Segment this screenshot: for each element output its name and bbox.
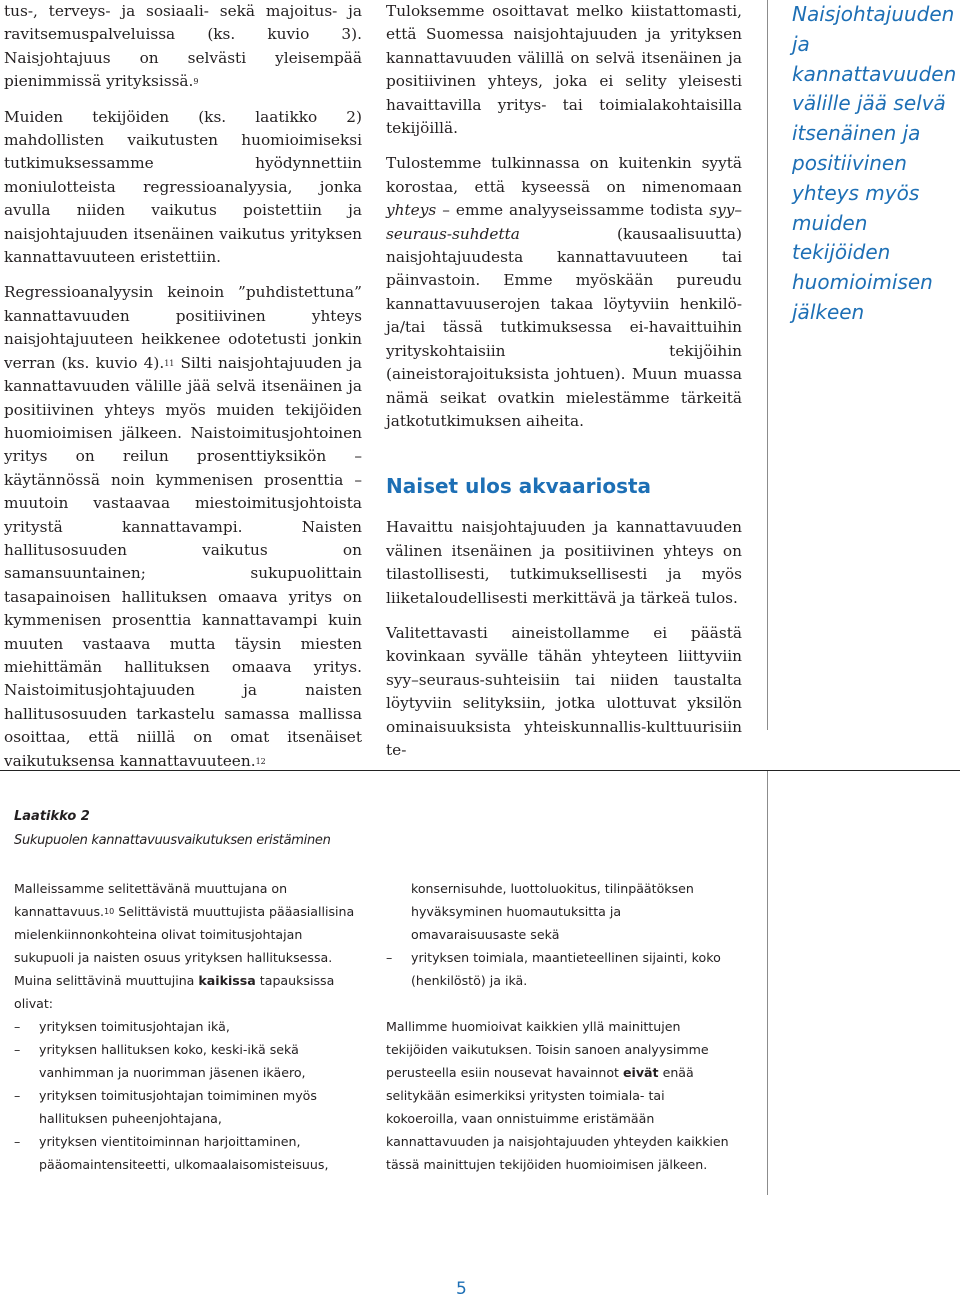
- column-divider: [767, 0, 768, 730]
- list-item: – yrityksen toimitusjohtajan toimiminen myös hallituksen puheenjohtajana,: [14, 1084, 366, 1130]
- list-item: – yrityksen toimiala, maantieteellinen sijainti, koko (henkilöstö) ja ikä.: [386, 946, 736, 992]
- paragraph: Valitettavasti aineistollamme ei päästä kovinkaan syvälle tähän yhteyteen liittyviin syy–seuraus-suhteisiin tai niiden taustalta löytyviin selityksiin, jotka ulottuvat yksilön ominaisuuksista yhteiskunnallis-kulttuurisiin te-: [386, 623, 742, 759]
- paragraph: Muiden tekijöiden (ks. laatikko 2) mahdollisten vaikutusten huomioimiseksi tutkimuksessamme hyödynnettiin moniulotteista regressioanalyysia, jonka avulla niiden vaikutus poistettiin ja naisjohtajuuden itsenäinen vaikutus yrityksen kannattavuuteen eristettiin.: [4, 107, 362, 267]
- main-column-left: [4, 0, 362, 773]
- box-column-right: [386, 877, 736, 1176]
- paragraph: Tuloksemme osoittavat melko kiistattomasti, että Suomessa naisjohtajuuden ja yrityksen kannattavuuden välillä on selvä itsenäinen ja positiivinen yhteys, joka ei selity yleisesti havaittavilla yritys- tai toimialakohtaisilla tekijöillä.: [386, 2, 742, 138]
- variable-list-continued: [386, 877, 736, 992]
- sidebar-box: [0, 770, 960, 1215]
- box-paragraph: Malleissamme selitettävänä muuttujana on kannattavuus.$^{10}$ Selittävistä muuttujista pääasiallisina mielenkiinnonkohteina olivat toimitusjohtajan sukupuoli ja naisten osuus yrityksen hallituksessa. Muina selittävinä muuttujina kaikissa tapauksissa olivat:: [14, 881, 355, 1011]
- footnote-ref: 10: [104, 907, 115, 916]
- paragraph: tus-, terveys- ja sosiaali- sekä majoitus- ja ravitsemuspalveluissa (ks. kuvio 3). Naisjohtajuus on selvästi yleisempää pienimmissä yrityksissä.$^9$: [4, 2, 362, 91]
- box-divider: [767, 771, 768, 1195]
- pull-quote: Naisjohtajuuden ja kannattavuuden välille jää selvä itsenäinen ja positiivinen yhteys myös muiden tekijöiden huomioimisen jälkeen: [792, 2, 957, 324]
- main-column-right: [386, 0, 742, 774]
- footnote-ref: 12: [255, 756, 266, 766]
- list-item-continued: konsernisuhde, luottoluokitus, tilinpäätöksen hyväksyminen huomautuksitta ja omavaraisuusaste sekä: [411, 881, 694, 942]
- list-item: – yrityksen vientitoiminnan harjoittaminen, pääomaintensiteetti, ulkomaalaisomisteisuus,: [14, 1130, 366, 1176]
- list-item: – yrityksen hallituksen koko, keski-ikä sekä vanhimman ja nuorimman jäsenen ikäero,: [14, 1038, 366, 1084]
- paragraph: Regressioanalyysin keinoin ”puhdistettuna” kannattavuuden positiivinen yhteys naisjohtajuuteen heikkenee odotetusti jonkin verran (ks. kuvio 4).$^{11}$ Silti naisjohtajuuden ja kannattavuuden välille jää selvä itsenäinen ja positiivinen yhteys myös muiden tekijöiden huomioimisen jälkeen. Naistoimitusjohtoinen yritys on reilun prosenttiyksikön – käytännössä noin kymmenisen prosenttia – muutoin vastaavaa miestoimitusjohtoista yritystä kannattavampi. Naisten hallitusosuuden vaikutus on samansuuntainen; sukupuolittain tasapainoisen hallituksen omaava yritys on kymmenisen prosenttia kannattavampi kuin muuten vastaava mutta täysin miesten miehittämän hallituksen omaava yritys. Naistoimitusjohtajuuden ja naisten hallitusosuuden tarkastelu samassa mallissa osoittaa, että niillä on omat itsenäiset vaikutuksensa kannattavuuteen.$^{12}$: [4, 283, 362, 770]
- footnote-ref: 9: [193, 77, 199, 87]
- box-subtitle: Sukupuolen kannattavuusvaikutuksen eristäminen: [14, 833, 331, 848]
- box-title: Laatikko 2: [14, 809, 90, 824]
- section-heading: Naiset ulos akvaariosta: [386, 474, 652, 499]
- paragraph: Havaittu naisjohtajuuden ja kannattavuuden välinen itsenäinen ja positiivinen yhteys on tilastollisesti, tutkimuksellisesti ja myös liiketaloudellisesti merkittävä ja tärkeä tulos.: [386, 518, 742, 607]
- box-paragraph: Mallimme huomioivat kaikkien yllä mainittujen tekijöiden vaikutuksen. Toisin sanoen analyysimme perusteella esiin nousevat havainnot eivät enää selitykään esimerkiksi yritysten toimiala- tai kokoeroilla, vaan onnistuimme eristämään kannattavuuden ja naisjohtajuuden yhteyden kaikkien tässä mainittujen tekijöiden huomioimisen jälkeen.: [386, 1019, 729, 1172]
- variable-list: [14, 1015, 366, 1176]
- paragraph: Tulostemme tulkinnassa on kuitenkin syytä korostaa, että kyseessä on nimenomaan yhteys – emme analyyseissamme todista syy–seuraus-suhdetta (kausaalisuutta) naisjohtajuudesta kannattavuuteen tai päinvastoin. Emme myöskään pureudu kannattavuuserojen takaa löytyviin henkilö- ja/tai tässä tutkimuksessa ei-havaittuihin yrityskohtaisiin tekijöihin (aineistorajoituksista johtuen). Muun muassa nämä seikat ovatkin mielestämme tärkeitä jatkotutkimuksen aiheita.: [386, 154, 743, 430]
- footnote-ref: 11: [164, 358, 175, 368]
- list-item: – yrityksen toimitusjohtajan ikä,: [14, 1015, 366, 1038]
- box-column-left: [14, 877, 366, 1176]
- pull-quote-column: [792, 0, 960, 328]
- page-number: 5: [456, 1279, 467, 1299]
